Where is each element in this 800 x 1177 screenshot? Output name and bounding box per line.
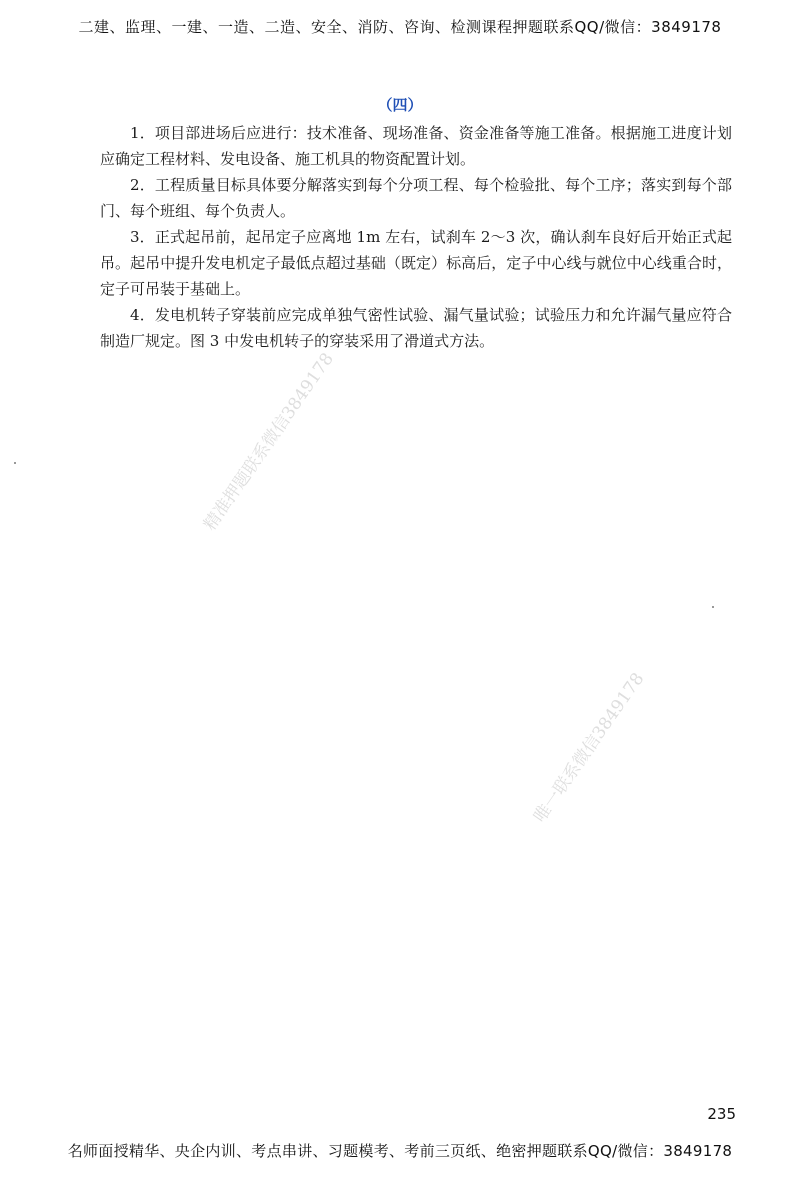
answer-paragraph-2: 2．工程质量目标具体要分解落实到每个分项工程、每个检验批、每个工序；落实到每个部门、每个班组、每个负责人。	[100, 176, 732, 220]
scan-speck	[712, 606, 714, 608]
scan-speck	[14, 462, 16, 464]
answer-body	[100, 120, 732, 354]
top-banner: 二建、监理、一建、一造、二造、安全、消防、咨询、检测课程押题联系QQ/微信：3849178	[78, 18, 722, 36]
answer-paragraph-4: 4．发电机转子穿装前应完成单独气密性试验、漏气量试验；试验压力和允许漏气量应符合制造厂规定。图 3 中发电机转子的穿装采用了滑道式方法。	[100, 306, 732, 350]
bottom-banner: 名师面授精华、央企内训、考点串讲、习题模考、考前三页纸、绝密押题联系QQ/微信：3849178	[67, 1142, 733, 1160]
page-number: 235	[707, 1105, 736, 1123]
watermark-2: 唯一联系微信3849178	[530, 669, 649, 827]
section-heading: （四）	[377, 96, 423, 114]
answer-paragraph-1: 1．项目部进场后应进行：技术准备、现场准备、资金准备等施工准备。根据施工进度计划应确定工程材料、发电设备、施工机具的物资配置计划。	[100, 124, 732, 168]
answer-paragraph-3: 3．正式起吊前，起吊定子应离地 1m 左右，试刹车 2～3 次，确认刹车良好后开始正式起吊。起吊中提升发电机定子最低点超过基础（既定）标高后，定子中心线与就位中心线重合时，定子可吊装于基础上。	[100, 228, 732, 298]
watermark-1: 精准押题联系微信3849178	[200, 349, 338, 535]
